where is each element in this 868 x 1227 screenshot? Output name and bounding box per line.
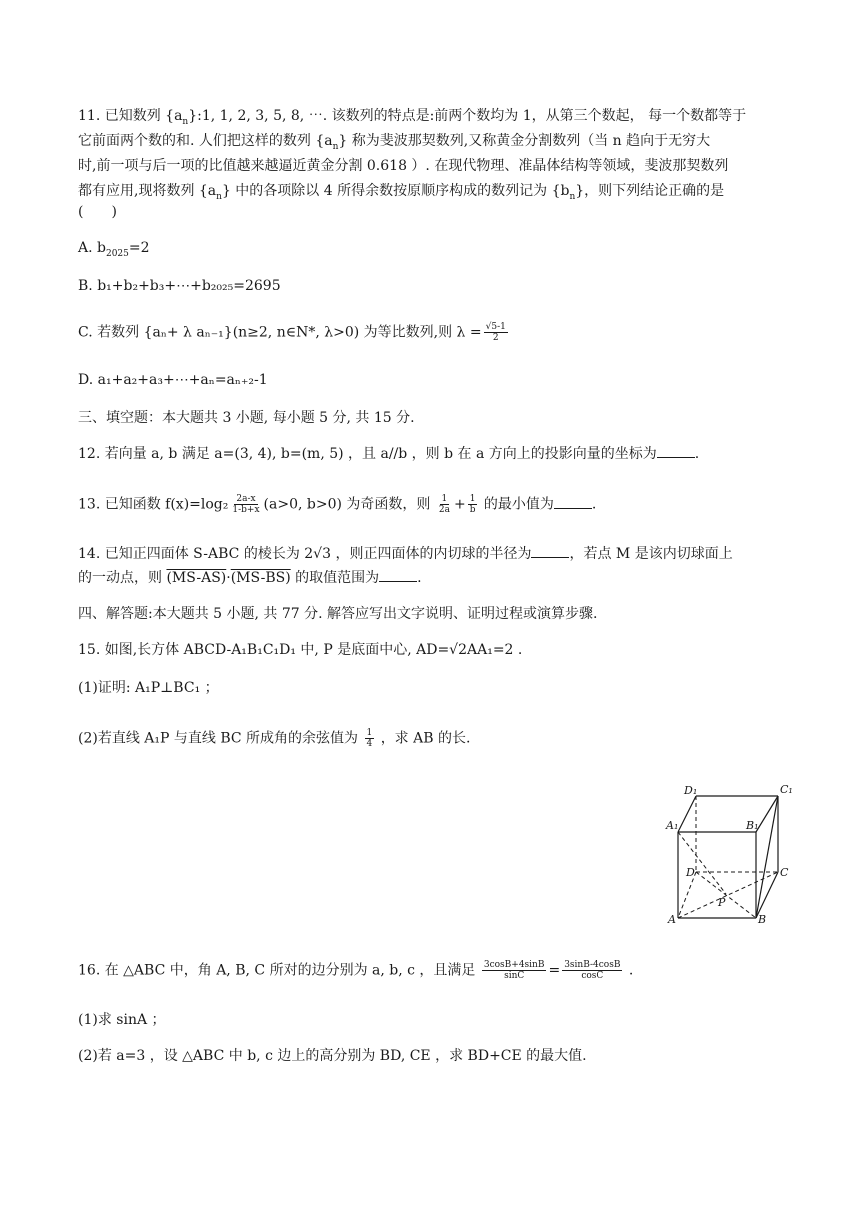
label-a1: A₁	[666, 819, 679, 832]
q11-option-b: B. b₁+b₂+b₃+⋯+b₂₀₂₅=2695	[78, 278, 281, 294]
q15: 15. 如图,长方体 ABCD-A₁B₁C₁D₁ 中, P 是底面中心, AD=√2AA₁=2 .	[78, 642, 523, 658]
cuboid-figure	[660, 782, 796, 924]
label-d1: D₁	[684, 784, 698, 797]
q11-line5: ( )	[78, 204, 117, 220]
q16-fraction-1: $\frac{3\cos B+4\sin B}{\sin C}$	[483, 960, 545, 981]
q14-answer-blank-1	[531, 556, 569, 558]
q14-answer-blank-2	[379, 580, 417, 582]
q14-line1: 14. 已知正四面体 S-ABC 的棱长为 2√3 ，则正四面体的内切球的半径为 ，若点 M 是该内切球面上	[78, 546, 733, 562]
q16-fraction-2: $\frac{3\sin B-4\cos B}{\cos C}$	[564, 960, 621, 981]
q13-answer-blank	[554, 507, 592, 509]
q15-part2-fraction: $\frac{1}{4}$	[366, 728, 373, 749]
q12-answer-blank	[657, 456, 695, 458]
q11-line3: 时,前一项与后一项的比值越来越逼近黄金分割 0.618 ）. 在现代物理、准晶体结构等领域，斐波那契数列	[78, 158, 729, 174]
section3-heading: 三、填空题：本大题共 3 小题, 每小题 5 分, 共 15 分.	[78, 410, 415, 426]
q13: 13. 已知函数 f(x)=log₂ $\frac{2a-x}{1-b+x}$ (a>0, b>0) 为奇函数，则 $\frac{1}{2a}$ + $\frac{1}{b}$ 的最小值为 .	[78, 494, 597, 515]
q11-line1: 11. 已知数列 $\{a_n\}:1$, 1, 2, 3, 5, 8, ⋯. 该数列的特点是:前两个数均为 1，从第三个数起， 每一个数都等于	[78, 108, 747, 127]
q13-fraction-1: $\frac{1}{2a}$	[438, 494, 450, 515]
q12: 12. 若向量 a, b 满足 a=(3, 4), b=(m, 5) ，且 a//b ，则 b 在 a 方向上的投影向量的坐标为 .	[78, 446, 700, 462]
q16-part1: (1)求 sinA ；	[78, 1012, 166, 1028]
q11-option-a: A. $b_{2025}=2$	[78, 240, 150, 259]
q13-log-fraction: $\frac{2a-x}{1-b+x}$	[232, 494, 260, 515]
q14-line2: 的一动点，则 (MS-AS)·(MS-BS) 的取值范围为 .	[78, 570, 422, 586]
label-d: D	[686, 866, 695, 879]
q13-fraction-2: $\frac{1}{b}$	[469, 494, 476, 515]
q11-option-c-fraction: $\frac{√5-1}{2}$	[485, 322, 506, 343]
section4-heading: 四、解答题:本大题共 5 小题, 共 77 分. 解答应写出文字说明、证明过程或演算步骤.	[78, 606, 598, 622]
label-b: B	[758, 913, 767, 924]
q11-option-d: D. a₁+a₂+a₃+⋯+aₙ=aₙ₊₂-1	[78, 372, 268, 388]
label-b1: B₁	[746, 819, 759, 832]
label-c1: C₁	[780, 783, 793, 796]
label-p: P	[718, 896, 726, 909]
q15-part1: (1)证明: A₁P⊥BC₁ ；	[78, 680, 219, 696]
q11-option-c: C. 若数列 {aₙ+ λ aₙ₋₁}(n≥2, n∈N*, λ>0) 为等比数列,则 λ = $\frac{√5-1}{2}$	[78, 322, 506, 343]
label-a: A	[668, 913, 676, 924]
q15-part2: (2)若直线 A₁P 与直线 BC 所成角的余弦值为 $\frac{1}{4}$ ，求 AB 的长.	[78, 728, 471, 749]
q16-part2: (2)若 a=3 ，设 △ABC 中 b, c 边上的高分别为 BD, CE ，求 BD+CE 的最大值.	[78, 1048, 587, 1064]
label-c: C	[780, 866, 789, 879]
q11-line4: 都有应用,现将数列 $\{a_n\}$ 中的各项除以 4 所得余数按原顺序构成的数列记为 $\{b_n\}$，则下列结论正确的是	[78, 183, 725, 202]
q11-line2: 它前面两个数的和. 人们把这样的数列 $\{a_n\}$ 称为斐波那契数列,又称黄金分割数列（当 n 趋向于无穷大	[78, 133, 711, 152]
q16: 16. 在 △ABC 中，角 A, B, C 所对的边分别为 a, b, c ，且满足 $\frac{3\cos B+4\sin B}{\sin C}$ = $\frac{3\sin B-4\cos B}{\cos C}$ .	[78, 960, 634, 981]
